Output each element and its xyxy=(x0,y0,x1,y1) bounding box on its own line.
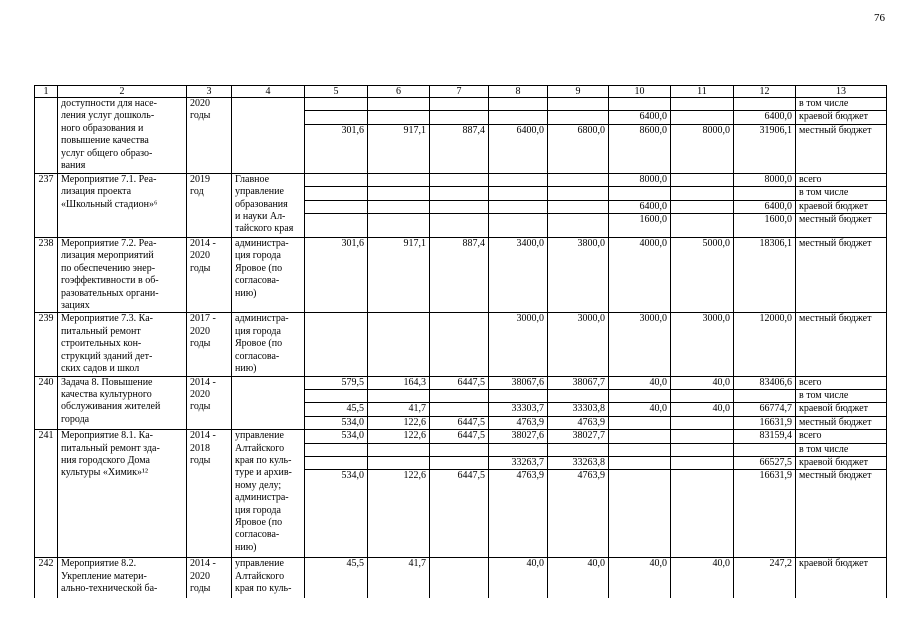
header-cell: 12 xyxy=(734,86,796,98)
value-cell: 301,6 xyxy=(305,124,368,173)
value-cell: 887,4 xyxy=(430,238,489,313)
value-cell: 33303,8 xyxy=(548,403,609,416)
header-cell: 13 xyxy=(796,86,887,98)
header-cell: 9 xyxy=(548,86,609,98)
value-cell: 8000,0 xyxy=(609,173,671,186)
row-number: 242 xyxy=(35,558,58,598)
executor-cell: администра- ция города Яровое (по согласова- нию) xyxy=(232,313,305,376)
period-cell: 2014 - 2020 годы xyxy=(187,238,232,313)
value-cell: 534,0 xyxy=(305,416,368,429)
table-row xyxy=(35,173,887,186)
value-cell: 6400,0 xyxy=(609,200,671,213)
table-row xyxy=(35,558,887,598)
value-cell: 40,0 xyxy=(548,558,609,598)
header-cell: 10 xyxy=(609,86,671,98)
header-row xyxy=(35,86,887,98)
executor-cell: администра- ция города Яровое (по согласова- нию) xyxy=(232,238,305,313)
value-cell: 917,1 xyxy=(368,124,430,173)
value-cell: 122,6 xyxy=(368,470,430,558)
funding-source: в том числе xyxy=(796,443,887,456)
value-cell: 1600,0 xyxy=(609,214,671,238)
value-cell: 45,5 xyxy=(305,403,368,416)
event-name: доступности для насе- ления услуг дошколь- ного образования и повышение качества услуг общего образо- вания xyxy=(58,98,187,174)
period-cell: 2014 - 2020 годы xyxy=(187,376,232,430)
funding-source: местный бюджет xyxy=(796,238,887,313)
header-cell: 5 xyxy=(305,86,368,98)
funding-source: в том числе xyxy=(796,98,887,111)
value-cell: 6447,5 xyxy=(430,416,489,429)
value-cell: 164,3 xyxy=(368,376,430,389)
value-cell: 4763,9 xyxy=(548,470,609,558)
value-cell: 6400,0 xyxy=(734,111,796,124)
period-cell: 2019 год xyxy=(187,173,232,237)
header-cell: 1 xyxy=(35,86,58,98)
value-cell: 38027,7 xyxy=(548,430,609,443)
executor-cell: Главное управление образования и науки Ал- тайского края xyxy=(232,173,305,237)
value-cell: 122,6 xyxy=(368,430,430,443)
value-cell: 40,0 xyxy=(671,376,734,389)
value-cell: 40,0 xyxy=(671,558,734,598)
value-cell: 4000,0 xyxy=(609,238,671,313)
value-cell: 4763,9 xyxy=(489,470,548,558)
header-cell: 7 xyxy=(430,86,489,98)
budget-table xyxy=(34,85,887,598)
executor-cell: управление Алтайского края по куль- xyxy=(232,558,305,598)
value-cell: 247,2 xyxy=(734,558,796,598)
value-cell: 40,0 xyxy=(609,558,671,598)
value-cell: 6447,5 xyxy=(430,430,489,443)
value-cell: 31906,1 xyxy=(734,124,796,173)
header-cell: 3 xyxy=(187,86,232,98)
event-name: Мероприятие 8.2. Укрепление матери- ально-технической ба- xyxy=(58,558,187,598)
value-cell: 534,0 xyxy=(305,470,368,558)
value-cell: 83406,6 xyxy=(734,376,796,389)
event-name: Мероприятие 7.3. Ка- питальный ремонт строительных кон- струкций зданий дет- ских садов и школ xyxy=(58,313,187,376)
value-cell: 4763,9 xyxy=(489,416,548,429)
table-row xyxy=(35,313,887,376)
executor-cell xyxy=(232,98,305,174)
value-cell: 3000,0 xyxy=(609,313,671,376)
value-cell: 16631,9 xyxy=(734,470,796,558)
value-cell: 6447,5 xyxy=(430,376,489,389)
funding-source: краевой бюджет xyxy=(796,111,887,124)
funding-source: краевой бюджет xyxy=(796,200,887,213)
value-cell: 579,5 xyxy=(305,376,368,389)
value-cell: 38027,6 xyxy=(489,430,548,443)
funding-source: всего xyxy=(796,173,887,186)
table-row xyxy=(35,98,887,111)
value-cell: 41,7 xyxy=(368,558,430,598)
executor-cell xyxy=(232,376,305,430)
value-cell: 12000,0 xyxy=(734,313,796,376)
value-cell: 66774,7 xyxy=(734,403,796,416)
value-cell: 6400,0 xyxy=(489,124,548,173)
funding-source: краевой бюджет xyxy=(796,456,887,469)
value-cell: 122,6 xyxy=(368,416,430,429)
value-cell: 8000,0 xyxy=(671,124,734,173)
funding-source: местный бюджет xyxy=(796,313,887,376)
funding-source: краевой бюджет xyxy=(796,403,887,416)
executor-cell: управление Алтайского края по куль- туре и архив- ному делу; администра- ция города Яровое (по согласова- нию) xyxy=(232,430,305,558)
value-cell: 6400,0 xyxy=(609,111,671,124)
row-number: 238 xyxy=(35,238,58,313)
value-cell: 38067,6 xyxy=(489,376,548,389)
value-cell: 33263,7 xyxy=(489,456,548,469)
period-cell: 2014 - 2020 годы xyxy=(187,558,232,598)
period-cell: 2020 годы xyxy=(187,98,232,174)
value-cell: 83159,4 xyxy=(734,430,796,443)
event-name: Мероприятие 7.1. Реа- лизация проекта «Школьный стадион»⁶ xyxy=(58,173,187,237)
value-cell: 3000,0 xyxy=(489,313,548,376)
header-cell: 2 xyxy=(58,86,187,98)
value-cell: 38067,7 xyxy=(548,376,609,389)
table-row xyxy=(35,430,887,443)
value-cell: 8000,0 xyxy=(734,173,796,186)
row-number xyxy=(35,98,58,174)
value-cell: 3000,0 xyxy=(671,313,734,376)
value-cell: 6447,5 xyxy=(430,470,489,558)
value-cell: 33303,7 xyxy=(489,403,548,416)
value-cell: 1600,0 xyxy=(734,214,796,238)
value-cell: 8600,0 xyxy=(609,124,671,173)
period-cell: 2014 - 2018 годы xyxy=(187,430,232,558)
funding-source: всего xyxy=(796,430,887,443)
value-cell: 3000,0 xyxy=(548,313,609,376)
value-cell: 6800,0 xyxy=(548,124,609,173)
value-cell: 887,4 xyxy=(430,124,489,173)
row-number: 241 xyxy=(35,430,58,558)
value-cell: 5000,0 xyxy=(671,238,734,313)
funding-source: местный бюджет xyxy=(796,416,887,429)
funding-source: всего xyxy=(796,376,887,389)
funding-source: краевой бюджет xyxy=(796,558,887,598)
funding-source: местный бюджет xyxy=(796,124,887,173)
table-row xyxy=(35,376,887,389)
value-cell: 45,5 xyxy=(305,558,368,598)
funding-source: местный бюджет xyxy=(796,470,887,558)
row-number: 240 xyxy=(35,376,58,430)
value-cell: 66527,5 xyxy=(734,456,796,469)
header-cell: 11 xyxy=(671,86,734,98)
value-cell: 40,0 xyxy=(489,558,548,598)
value-cell: 4763,9 xyxy=(548,416,609,429)
header-cell: 4 xyxy=(232,86,305,98)
funding-source: в том числе xyxy=(796,187,887,200)
funding-source: местный бюджет xyxy=(796,214,887,238)
event-name: Мероприятие 7.2. Реа- лизация мероприятий по обеспечению энер- гоэффективности в об- разовательных органи- зациях xyxy=(58,238,187,313)
value-cell: 18306,1 xyxy=(734,238,796,313)
table-row xyxy=(35,238,887,313)
event-name: Задача 8. Повышение качества культурного обслуживания жителей города xyxy=(58,376,187,430)
event-name: Мероприятие 8.1. Ка- питальный ремонт зда- ния городского Дома культуры «Химик»¹² xyxy=(58,430,187,558)
page-number: 76 xyxy=(874,12,885,24)
row-number: 239 xyxy=(35,313,58,376)
value-cell: 40,0 xyxy=(609,403,671,416)
header-cell: 6 xyxy=(368,86,430,98)
row-number: 237 xyxy=(35,173,58,237)
value-cell: 40,0 xyxy=(609,376,671,389)
value-cell: 301,6 xyxy=(305,238,368,313)
period-cell: 2017 - 2020 годы xyxy=(187,313,232,376)
value-cell: 33263,8 xyxy=(548,456,609,469)
value-cell: 16631,9 xyxy=(734,416,796,429)
value-cell: 3800,0 xyxy=(548,238,609,313)
value-cell: 41,7 xyxy=(368,403,430,416)
value-cell: 917,1 xyxy=(368,238,430,313)
value-cell: 6400,0 xyxy=(734,200,796,213)
value-cell: 534,0 xyxy=(305,430,368,443)
value-cell: 40,0 xyxy=(671,403,734,416)
header-cell: 8 xyxy=(489,86,548,98)
value-cell: 3400,0 xyxy=(489,238,548,313)
funding-source: в том числе xyxy=(796,389,887,402)
